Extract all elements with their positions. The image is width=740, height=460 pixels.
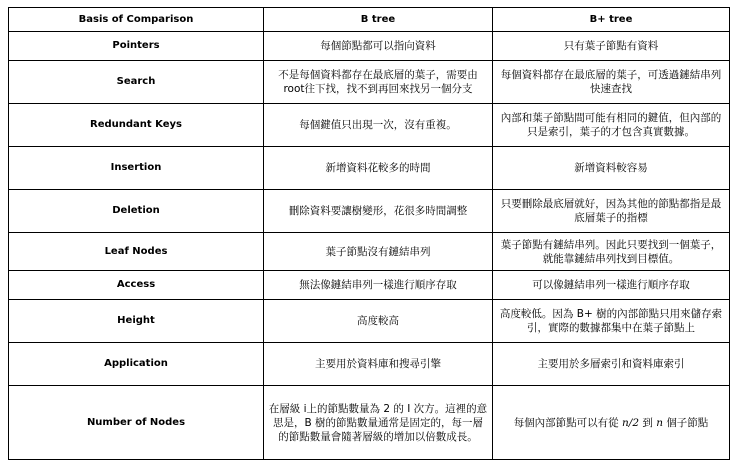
b-tree-cell: 每個節點都可以指向資料 <box>264 32 493 61</box>
bplus-tree-cell: 只有葉子節點有資料 <box>493 32 730 61</box>
table-row <box>9 386 730 460</box>
table-row <box>9 104 730 147</box>
b-tree-cell: 葉子節點沒有鏈結串列 <box>264 233 493 271</box>
bplus-tree-cell: 高度較低。因為 B+ 樹的內部節點只用來儲存索引，實際的數據都集中在葉子節點上 <box>493 300 730 343</box>
nodes-text-prefix: 每個內部節點可以有從 <box>513 416 619 429</box>
b-tree-cell: 主要用於資料庫和搜尋引擎 <box>264 343 493 386</box>
bplus-tree-cell: 內部和葉子節點間可能有相同的鍵值，但內部的只是索引，葉子的才包含真實數據。 <box>493 104 730 147</box>
b-tree-cell: 每個鍵值只出現一次，沒有重複。 <box>264 104 493 147</box>
nodes-math-n: n <box>656 416 663 429</box>
bplus-tree-cell: 可以像鏈結串列一樣進行順序存取 <box>493 271 730 300</box>
row-label: Height <box>9 300 264 343</box>
row-label: Search <box>9 61 264 104</box>
table-row <box>9 343 730 386</box>
bplus-tree-cell: 每個資料都存在最底層的葉子，可透過鏈結串列快速查找 <box>493 61 730 104</box>
row-label: Pointers <box>9 32 264 61</box>
b-tree-cell: 新增資料花較多的時間 <box>264 147 493 190</box>
row-label: Deletion <box>9 190 264 233</box>
row-label: Number of Nodes <box>9 386 264 460</box>
header-bplus-tree: B+ tree <box>493 8 730 32</box>
table-row <box>9 147 730 190</box>
table-row <box>9 233 730 271</box>
row-label: Application <box>9 343 264 386</box>
comparison-table <box>8 7 730 460</box>
nodes-math-half-n: n/2 <box>622 416 640 429</box>
bplus-tree-cell: 主要用於多層索引和資料庫索引 <box>493 343 730 386</box>
nodes-text-suffix: 個子節點 <box>666 416 709 429</box>
header-b-tree: B tree <box>264 8 493 32</box>
b-tree-cell: 刪除資料要讓樹變形，花很多時間調整 <box>264 190 493 233</box>
b-tree-cell: 在層級 i上的節點數量為 2 的 I 次方。這裡的意思是，B 樹的節點數量通常是固定的，每一層的節點數量會隨著層級的增加以倍數成長。 <box>264 386 493 460</box>
row-label: Insertion <box>9 147 264 190</box>
table-row <box>9 300 730 343</box>
bplus-tree-cell: 新增資料較容易 <box>493 147 730 190</box>
b-tree-cell: 不是每個資料都存在最底層的葉子，需要由root往下找，找不到再回來找另一個分支 <box>264 61 493 104</box>
row-label: Leaf Nodes <box>9 233 264 271</box>
row-label: Access <box>9 271 264 300</box>
table-row <box>9 190 730 233</box>
table-row <box>9 271 730 300</box>
b-tree-cell: 高度較高 <box>264 300 493 343</box>
header-row <box>9 8 730 32</box>
table-row <box>9 61 730 104</box>
row-label: Redundant Keys <box>9 104 264 147</box>
bplus-tree-cell: 葉子節點有鏈結串列。因此只要找到一個葉子，就能靠鏈結串列找到目標值。 <box>493 233 730 271</box>
bplus-tree-cell <box>493 386 730 460</box>
nodes-text-mid: 到 <box>642 416 653 429</box>
b-tree-cell: 無法像鏈結串列一樣進行順序存取 <box>264 271 493 300</box>
bplus-tree-cell: 只要刪除最底層就好，因為其他的節點都指是最底層葉子的指標 <box>493 190 730 233</box>
table-row <box>9 32 730 61</box>
header-basis: Basis of Comparison <box>9 8 264 32</box>
